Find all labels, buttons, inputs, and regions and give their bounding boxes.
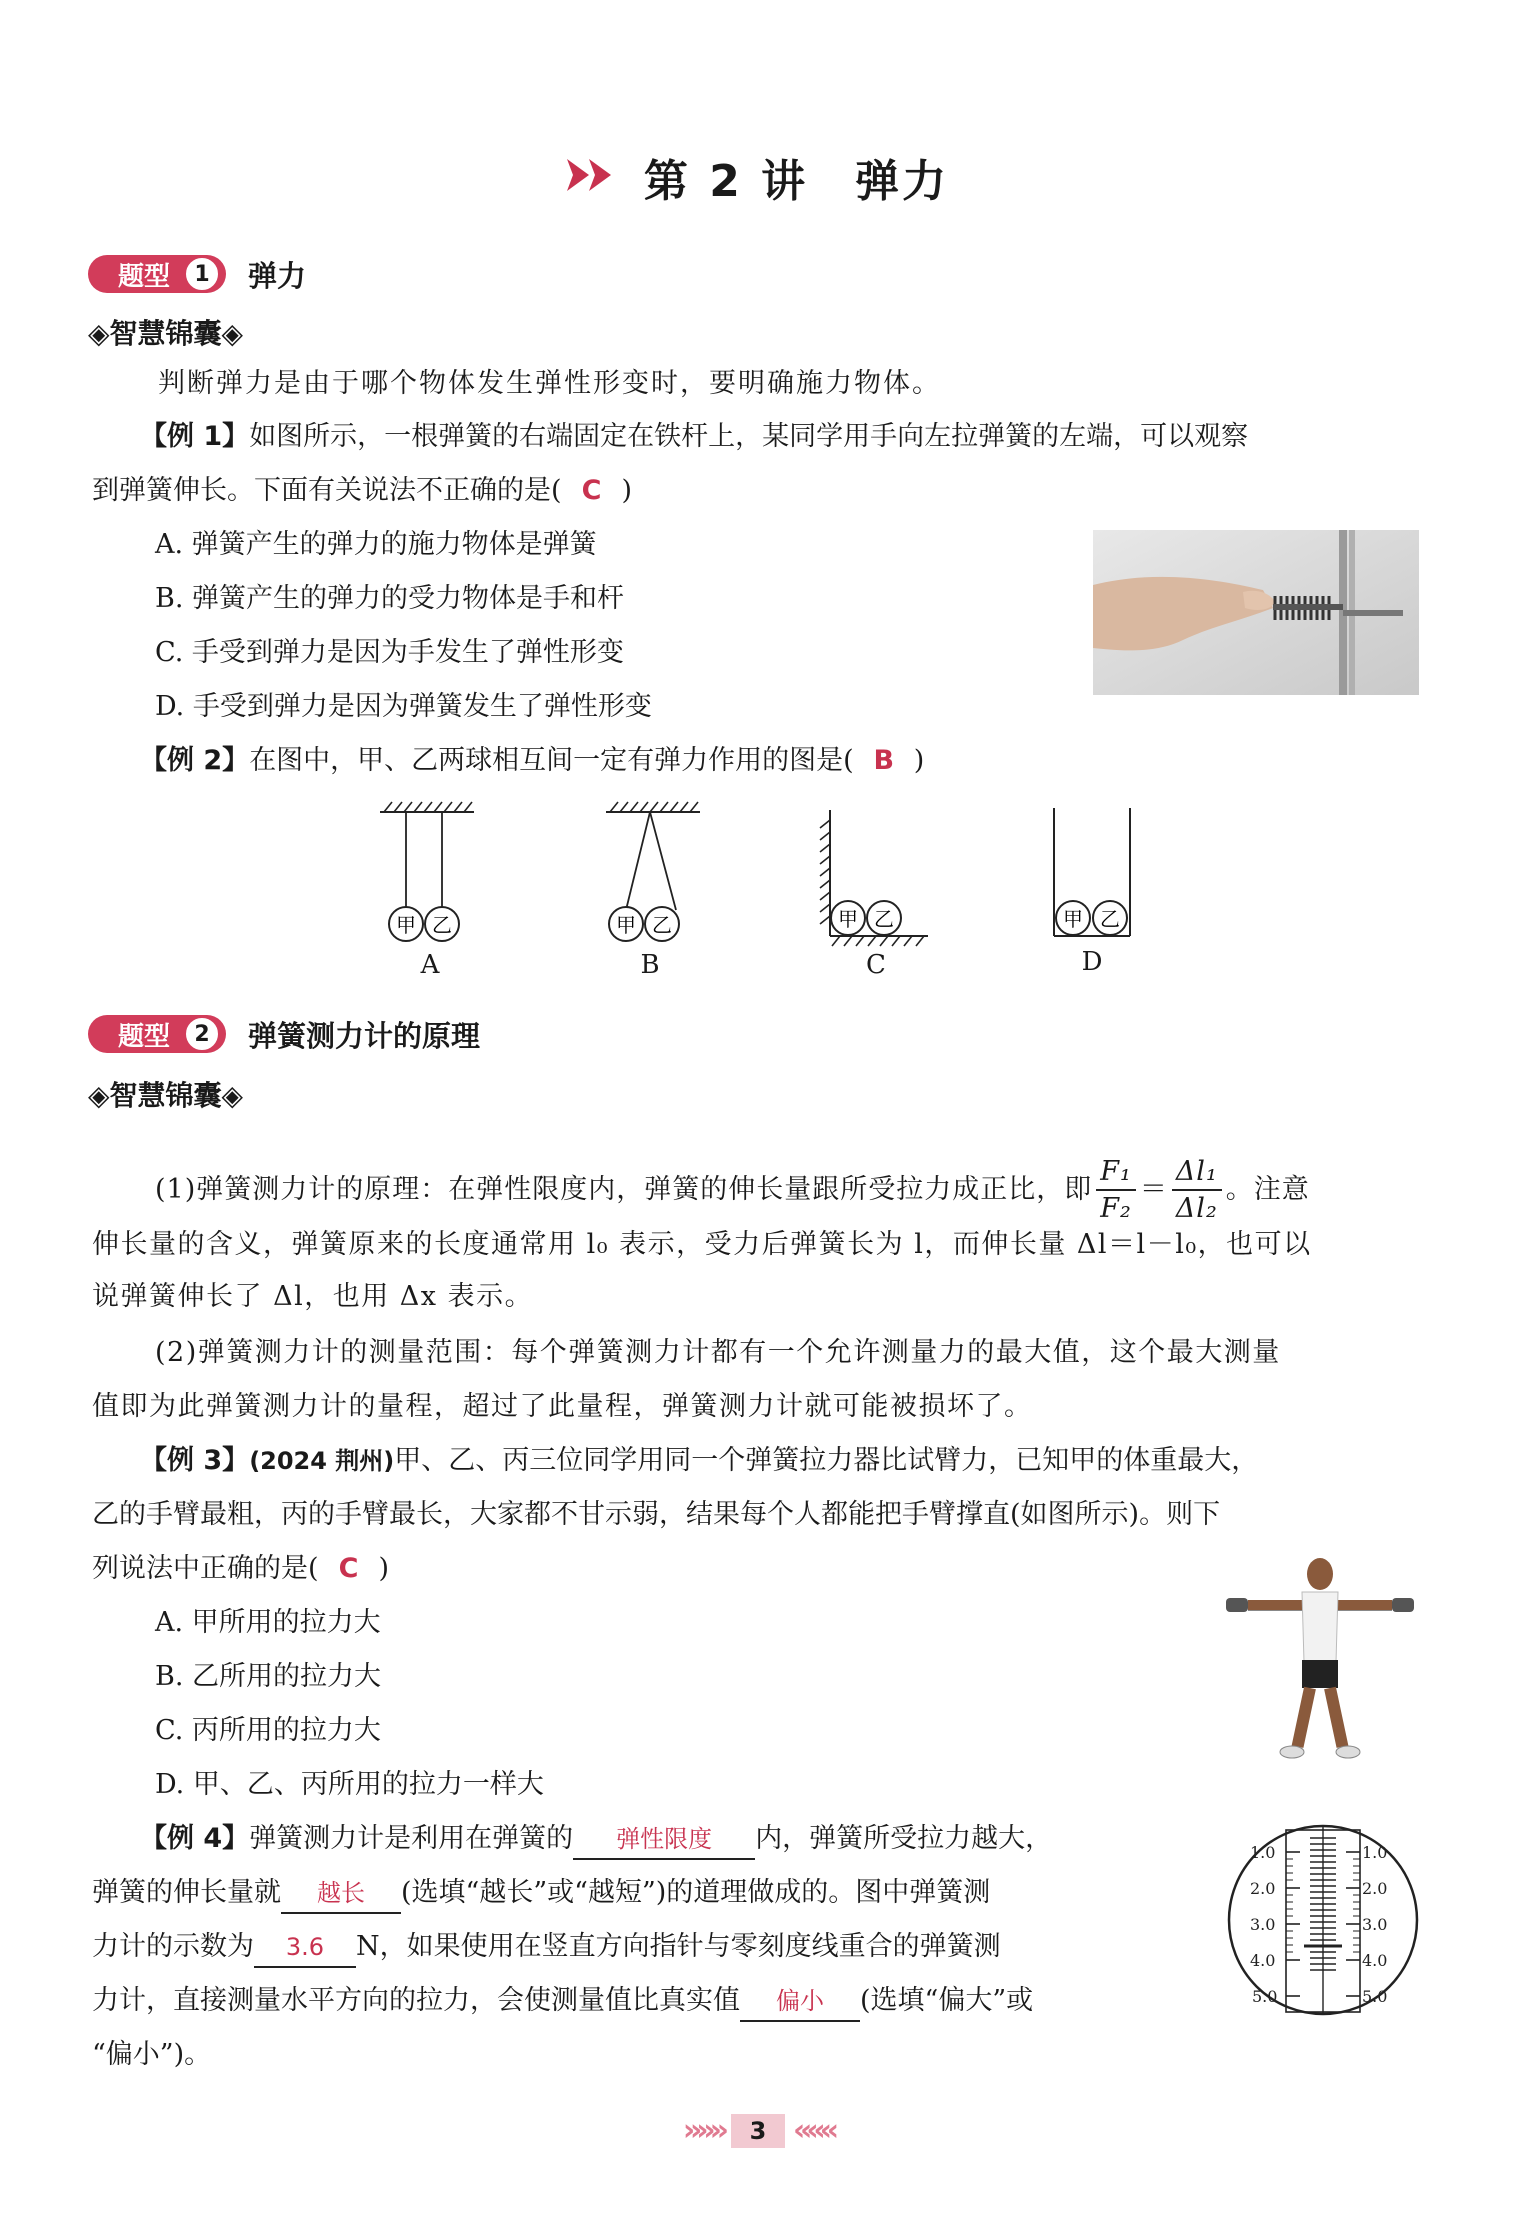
example-label: 【例 4】 [140, 1823, 250, 1854]
scale-label-left: 2.0 [1250, 1879, 1276, 1898]
section-tag-label: 题型 [118, 1021, 171, 1052]
example-stem: (选填“越长”或“越短”)的道理做成的。图中弹簧测 [401, 1877, 991, 1908]
example-stem: 弹簧测力计是利用在弹簧的 [249, 1823, 574, 1854]
scale-label-right: 2.0 [1362, 1879, 1388, 1898]
bracket: ) [621, 475, 633, 506]
option-c: C. 丙所用的拉力大 [155, 1715, 381, 1746]
example-label: 【例 3】 [140, 1445, 250, 1476]
ball-jia-label: 甲 [1063, 907, 1083, 931]
blank-4[interactable]: 偏小 [740, 1982, 860, 2022]
example-4-line-2 [92, 1874, 990, 1914]
chevrons-right-icon: »»» [682, 2113, 723, 2148]
scale-label-right: 4.0 [1362, 1951, 1388, 1970]
example-4-line-4 [92, 1982, 1033, 2022]
page-number: 3 [731, 2114, 785, 2148]
section-tag [88, 1015, 226, 1053]
section-header-2 [88, 1012, 480, 1056]
section-tag-label: 题型 [118, 261, 171, 292]
lesson-title: 第 2 讲 弹力 [643, 156, 950, 207]
spring-scale-diagram [1226, 1822, 1420, 2018]
answer: C [338, 1553, 359, 1584]
lesson-header [0, 145, 1516, 209]
example-stem: 到弹簧伸长。下面有关说法不正确的是( [92, 475, 562, 506]
scale-label-right: 3.0 [1362, 1915, 1388, 1934]
tips-text: 判断弹力是由于哪个物体发生弹性形变时，要明确施力物体。 [158, 368, 941, 399]
example-1-line-1 [140, 418, 1248, 456]
example-label: 【例 1】 [140, 421, 250, 452]
example-3-line-1 [140, 1442, 1258, 1480]
ball-jia-label: 甲 [396, 913, 416, 937]
numerator: Δl₁ [1172, 1158, 1222, 1191]
section-number: 1 [184, 256, 220, 292]
scale-label-left: 1.0 [1250, 1843, 1276, 1862]
option-a: A. 弹簧产生的弹力的施力物体是弹簧 [155, 529, 597, 560]
tips-paragraph-2-cont: 值即为此弹簧测力计的量程，超过了此量程，弹簧测力计就可能被损坏了。 [92, 1391, 1033, 1422]
tips-paragraph-1-cont: 伸长量的含义，弹簧原来的长度通常用 l₀ 表示，受力后弹簧长为 l，而伸长量 Δl＝l－l₀，也可以 [92, 1229, 1312, 1260]
option-c: C. 手受到弹力是因为手发生了弹性形变 [155, 637, 624, 668]
ball-jia-label: 甲 [838, 907, 858, 931]
ball-jia-label: 甲 [616, 913, 636, 937]
example-4-line-3 [92, 1928, 1001, 1968]
figure-label-b: B [640, 950, 660, 980]
ball-yi-label: 乙 [874, 907, 894, 931]
hand-spring-photo [1093, 530, 1419, 695]
bracket: ) [378, 1553, 390, 1584]
blank-3[interactable]: 3.6 [254, 1928, 356, 1968]
example-3-line-3 [92, 1550, 389, 1588]
figure-a-diagram [370, 800, 490, 950]
denominator: Δl₂ [1175, 1193, 1218, 1224]
figure-label-c: C [866, 950, 886, 980]
elongation-fraction [1172, 1158, 1222, 1222]
figure-label-a: A [420, 950, 440, 980]
scale-label-left: 5.0 [1252, 1987, 1278, 2006]
tips-heading: ◈智慧锦囊◈ [88, 317, 244, 350]
example-3-line-2: 乙的手臂最粗，丙的手臂最长，大家都不甘示弱，结果每个人都能把手臂撑直(如图所示)。则下 [92, 1499, 1221, 1530]
tips-text: 。注意 [1225, 1174, 1310, 1205]
option-a: A. 甲所用的拉力大 [155, 1607, 381, 1638]
example-stem: (选填“偏大”或 [860, 1985, 1034, 2016]
section-tag [88, 255, 226, 293]
example-stem: 如图所示，一根弹簧的右端固定在铁杆上，某同学用手向左拉弹簧的左端，可以观察 [249, 421, 1249, 452]
section-header-1 [88, 252, 306, 296]
denominator: F₂ [1100, 1193, 1132, 1224]
page-footer [0, 2113, 1516, 2148]
example-stem: 列说法中正确的是( [92, 1553, 319, 1584]
option-d: D. 甲、乙、丙所用的拉力一样大 [155, 1769, 544, 1800]
blank-1[interactable]: 弹性限度 [573, 1820, 755, 1860]
scale-label-left: 4.0 [1250, 1951, 1276, 1970]
example-label: 【例 2】 [140, 745, 250, 776]
example-2-line [140, 742, 924, 780]
answer: B [873, 745, 895, 776]
option-b: B. 乙所用的拉力大 [155, 1661, 382, 1692]
blank-2[interactable]: 越长 [281, 1874, 401, 1914]
scale-label-left: 3.0 [1250, 1915, 1276, 1934]
bracket: ) [913, 745, 925, 776]
tips-paragraph-1-end: 说弹簧伸长了 Δl，也用 Δx 表示。 [92, 1281, 534, 1312]
scale-label-right: 1.0 [1362, 1843, 1388, 1862]
chevrons-left-icon: ««« [793, 2113, 834, 2148]
example-stem: 力计的示数为 [92, 1931, 254, 1962]
option-d: D. 手受到弹力是因为弹簧发生了弹性形变 [155, 691, 652, 722]
equals-sign: ＝ [1139, 1174, 1168, 1205]
example-stem: N，如果使用在竖直方向指针与零刻度线重合的弹簧测 [356, 1931, 1001, 1962]
example-stem: 力计，直接测量水平方向的拉力，会使测量值比真实值 [92, 1985, 740, 2016]
tips-heading: ◈智慧锦囊◈ [88, 1079, 244, 1112]
example-4-line-5: “偏小”)。 [92, 2039, 212, 2070]
example-1-line-2 [92, 472, 632, 510]
figure-c-diagram [818, 800, 938, 950]
figure-b-diagram [596, 800, 716, 950]
tips-paragraph-1 [155, 1150, 1310, 1230]
example-stem: 甲、乙、丙三位同学用同一个弹簧拉力器比试臂力，已知甲的体重最大， [394, 1445, 1259, 1476]
figure-label-d: D [1081, 947, 1103, 977]
numerator: F₁ [1096, 1158, 1136, 1191]
athlete-expander-photo [1220, 1552, 1420, 1782]
ball-yi-label: 乙 [652, 913, 672, 937]
option-b: B. 弹簧产生的弹力的受力物体是手和杆 [155, 583, 625, 614]
example-4-line-1 [140, 1820, 1052, 1860]
section-title: 弹簧测力计的原理 [248, 1018, 481, 1053]
force-fraction [1096, 1158, 1136, 1222]
tips-text: (1)弹簧测力计的原理：在弹性限度内，弹簧的伸长量跟所受拉力成正比，即 [155, 1174, 1093, 1205]
ball-yi-label: 乙 [432, 913, 452, 937]
ball-yi-label: 乙 [1100, 907, 1120, 931]
figure-d-diagram [1044, 800, 1164, 950]
example-stem: 在图中，甲、乙两球相互间一定有弹力作用的图是( [249, 745, 854, 776]
example-stem: 弹簧的伸长量就 [92, 1877, 281, 1908]
answer: C [581, 475, 602, 506]
tips-paragraph-2: (2)弹簧测力计的测量范围：每个弹簧测力计都有一个允许测量力的最大值，这个最大测量 [155, 1337, 1281, 1368]
section-number: 2 [184, 1016, 220, 1052]
scale-label-right: 5.0 [1362, 1987, 1388, 2006]
example-stem: 内，弹簧所受拉力越大， [755, 1823, 1053, 1854]
double-arrow-icon [567, 155, 625, 199]
section-title: 弹力 [248, 258, 307, 293]
exam-source: (2024 荆州) [249, 1447, 395, 1475]
